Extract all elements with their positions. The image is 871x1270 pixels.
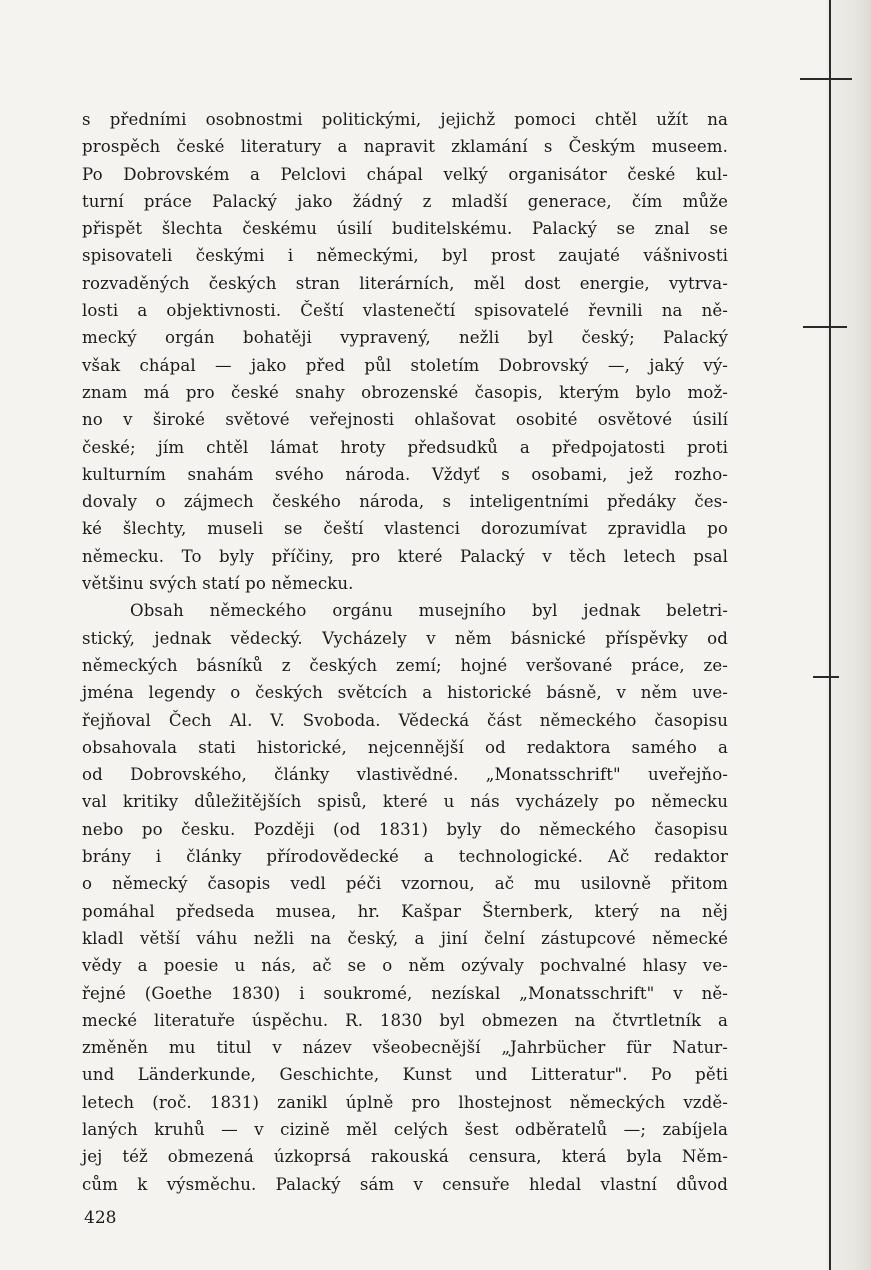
text-line: změněn mu titul v název všeobecnější „Jahrbücher für Natur- xyxy=(82,1038,728,1058)
text-line: vědy a poesie u nás, ač se o něm ozývaly pochvalné hlasy ve- xyxy=(82,956,728,976)
text-line: od Dobrovského, články vlastivědné. „Monatsschrift" uveřejňo- xyxy=(82,765,728,785)
text-line: cům k výsměchu. Palacký sám v censuře hledal vlastní důvod xyxy=(82,1174,728,1194)
text-line: laných kruhů — v cizině měl celých šest odběratelů —; zabíjela xyxy=(82,1119,728,1139)
paragraph-2 xyxy=(82,597,728,1198)
page-number: 428 xyxy=(84,1208,117,1228)
text-line: jména legendy o českých světcích a historické básně, v něm uve- xyxy=(82,683,728,703)
text-line: prospěch české literatury a napravit zklamání s Českým museem. xyxy=(82,137,728,157)
text-line: turní práce Palacký jako žádný z mladší generace, čím může xyxy=(82,191,728,211)
paragraph-1 xyxy=(82,106,728,597)
text-line: o německý časopis vedl péči vzornou, ač mu usilovně přitom xyxy=(82,874,728,894)
text-line: letech (roč. 1831) zanikl úplně pro lhostejnost německých vzdě- xyxy=(82,1092,728,1112)
binding-line xyxy=(829,0,831,1270)
text-line: Obsah německého orgánu musejního byl jednak beletri- xyxy=(130,601,728,621)
binding-tick xyxy=(803,326,847,328)
text-line: Po Dobrovském a Pelclovi chápal velký organisátor české kul- xyxy=(82,164,728,184)
text-line: německých básníků z českých zemí; hojné veršované práce, ze- xyxy=(82,655,728,675)
text-line: brány i články přírodovědecké a technologické. Ač redaktor xyxy=(82,847,728,867)
text-line: nebo po česku. Později (od 1831) byly do německého časopisu xyxy=(82,819,728,839)
text-line: kulturním snahám svého národa. Vždyť s osobami, jež rozho- xyxy=(82,464,728,484)
text-line: řejňoval Čech Al. V. Svoboda. Vědecká část německého časopisu xyxy=(82,710,728,730)
text-line: rozvaděných českých stran literárních, měl dost energie, vytrva- xyxy=(82,273,728,293)
text-line: však chápal — jako před půl stoletím Dobrovský —, jaký vý- xyxy=(82,355,728,375)
text-line: ké šlechty, museli se čeští vlastenci dorozumívat zpravidla po xyxy=(82,519,728,539)
text-line: mecké literatuře úspěchu. R. 1830 byl obmezen na čtvrtletník a xyxy=(82,1010,728,1030)
text-line: mecký orgán bohatěji vypravený, nežli byl český; Palacký xyxy=(82,328,728,348)
body-text xyxy=(82,106,728,1198)
binding-tick xyxy=(813,676,839,678)
text-line: znam má pro české snahy obrozenské časopis, kterým bylo mož- xyxy=(82,382,728,402)
text-line: německu. To byly příčiny, pro které Palacký v těch letech psal xyxy=(82,546,728,566)
text-line: pomáhal předseda musea, hr. Kašpar Šternberk, který na něj xyxy=(82,901,728,921)
text-line: řejné (Goethe 1830) i soukromé, nezískal „Monatsschrift" v ně- xyxy=(82,983,728,1003)
text-line: české; jím chtěl lámat hroty předsudků a předpojatosti proti xyxy=(82,437,728,457)
text-line: val kritiky důležitějších spisů, které u nás vycházely po německu xyxy=(82,792,728,812)
text-line: kladl větší váhu nežli na český, a jiní čelní zástupcové německé xyxy=(82,928,728,948)
binding-tick xyxy=(800,78,852,80)
text-line: und Länderkunde, Geschichte, Kunst und Litteratur". Po pěti xyxy=(82,1065,728,1085)
text-line: no v široké světové veřejnosti ohlašovat osobité osvětové úsilí xyxy=(82,410,728,430)
text-line: stický, jednak vědecký. Vycházely v něm básnické příspěvky od xyxy=(82,628,728,648)
text-line: dovaly o zájmech českého národa, s inteligentními předáky čes- xyxy=(82,492,728,512)
text-line: spisovateli českými i německými, byl prost zaujaté vášnivosti xyxy=(82,246,728,266)
text-line: jej též obmezená úzkoprsá rakouská censura, která byla Něm- xyxy=(82,1147,728,1167)
binding-edge xyxy=(826,0,871,1270)
text-line: přispět šlechta českému úsilí buditelskému. Palacký se znal se xyxy=(82,219,728,239)
text-line: většinu svých statí po německu. xyxy=(82,574,354,594)
text-line: losti a objektivnosti. Čeští vlastenečtí spisovatelé řevnili na ně- xyxy=(82,301,728,321)
text-line: obsahovala stati historické, nejcennější od redaktora samého a xyxy=(82,737,728,757)
text-line: s předními osobnostmi politickými, jejichž pomoci chtěl užít na xyxy=(82,110,728,129)
